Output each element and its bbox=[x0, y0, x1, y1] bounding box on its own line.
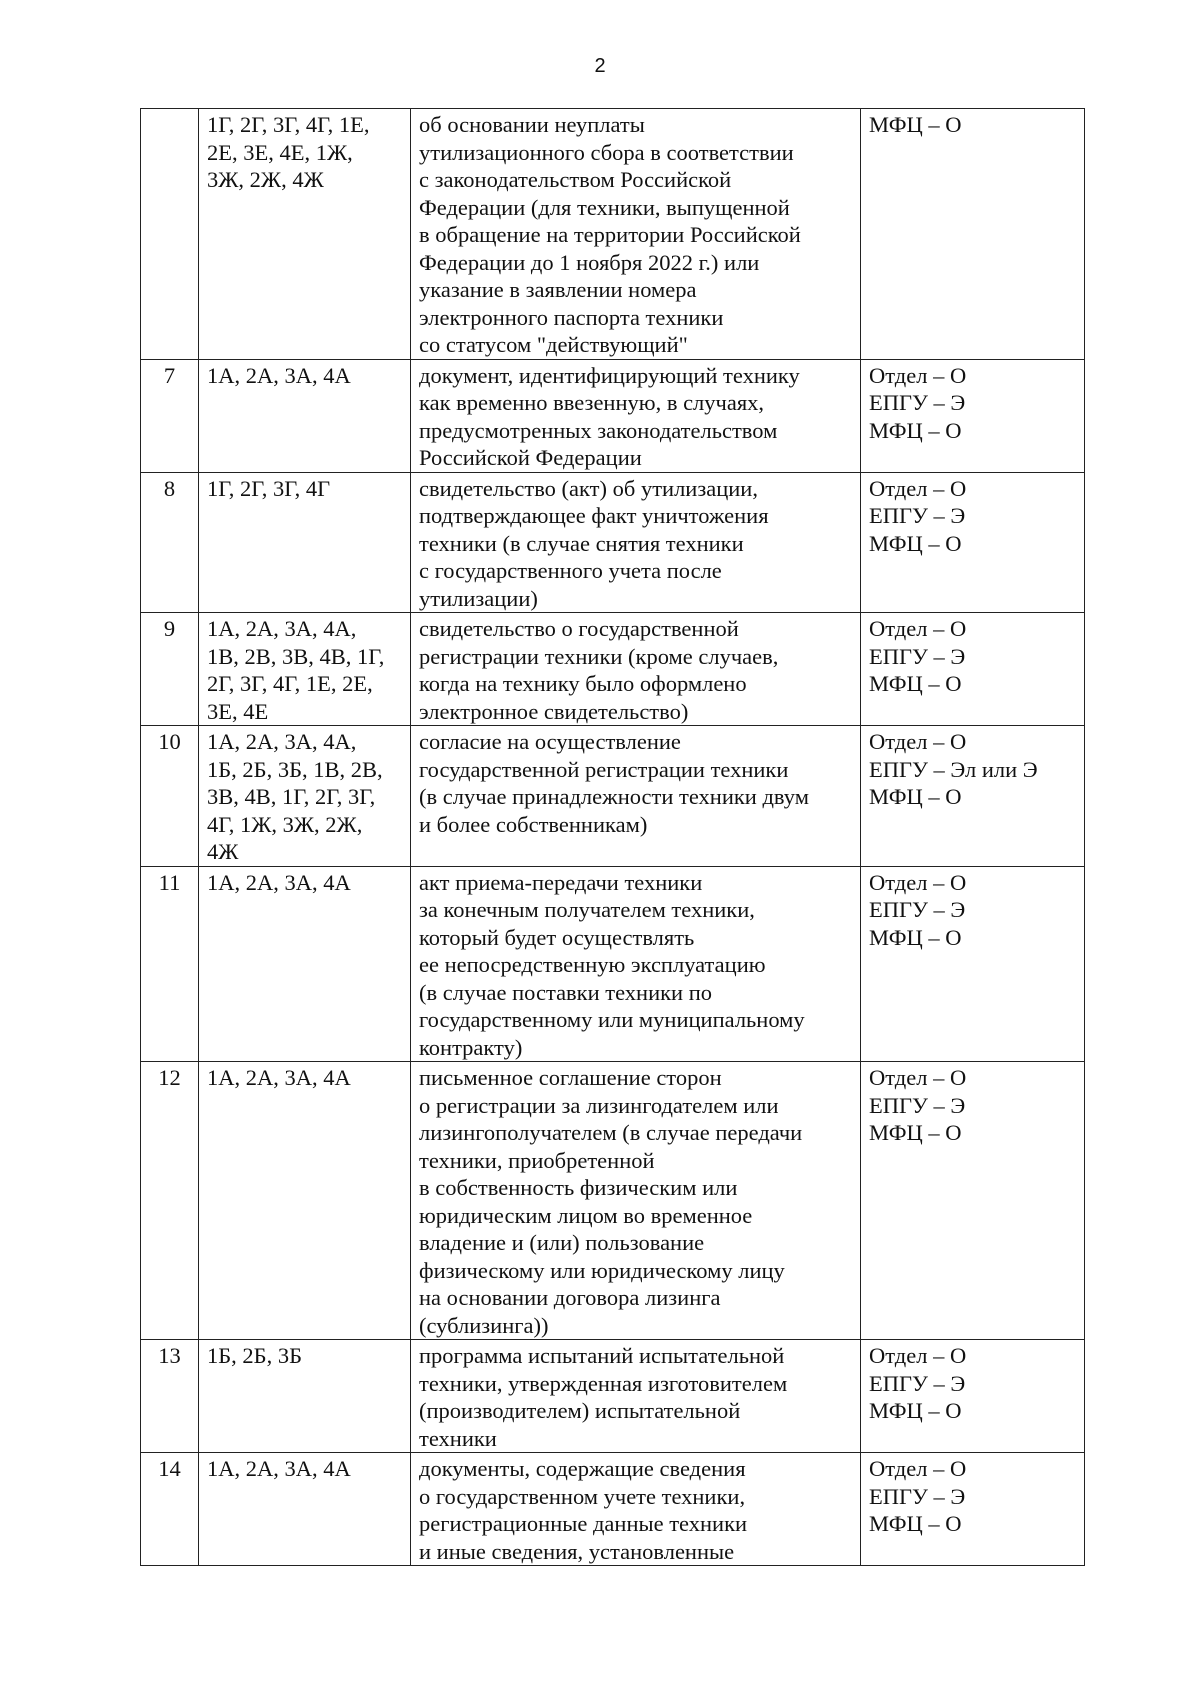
document-line: документы, содержащие сведения bbox=[419, 1456, 746, 1481]
channels-line: ЕПГУ – Э bbox=[869, 897, 966, 922]
document-line: программа испытаний испытательной bbox=[419, 1343, 785, 1368]
document-cell bbox=[411, 1062, 861, 1340]
document-line: лизингополучателем (в случае передачи bbox=[419, 1120, 803, 1145]
table-row bbox=[141, 109, 1085, 360]
document-line: контракту) bbox=[419, 1034, 523, 1060]
document-line: ее непосредственную эксплуатацию bbox=[419, 952, 766, 977]
categories-cell bbox=[199, 472, 411, 613]
categories-line: 2Е, 3Е, 4Е, 1Ж, bbox=[207, 139, 353, 165]
document-line: акт приема-передачи техники bbox=[419, 869, 703, 895]
document-line: (в случае поставки техники по bbox=[419, 979, 713, 1005]
document-line: с государственного учета после bbox=[419, 558, 722, 583]
document-line: Федерации до 1 ноября 2022 г.) или bbox=[419, 249, 760, 275]
channels-line: МФЦ – О bbox=[869, 1511, 962, 1536]
table-row bbox=[141, 1062, 1085, 1340]
channels-line: МФЦ – О bbox=[869, 1120, 962, 1145]
document-line: Федерации (для техники, выпущенной bbox=[419, 194, 790, 220]
categories-cell bbox=[199, 726, 411, 867]
table-body bbox=[141, 109, 1085, 1566]
categories-line: 1Г, 2Г, 3Г, 4Г bbox=[207, 475, 331, 501]
document-cell bbox=[411, 472, 861, 613]
document-line: свидетельство о государственной bbox=[419, 616, 739, 641]
categories-line: 1А, 2А, 3А, 4А, bbox=[207, 729, 357, 754]
channels-line: ЕПГУ – Э bbox=[869, 643, 966, 669]
document-cell bbox=[411, 866, 861, 1062]
document-line: со статусом "действующий" bbox=[419, 332, 688, 357]
document-cell bbox=[411, 1453, 861, 1566]
channels-line: МФЦ – О bbox=[869, 924, 962, 950]
document-line: техники (в случае снятия техники bbox=[419, 530, 744, 556]
row-number: 7 bbox=[141, 359, 199, 472]
document-line: и более собственникам) bbox=[419, 811, 648, 837]
documents-table bbox=[140, 108, 1085, 1566]
channels-cell bbox=[861, 866, 1085, 1062]
table-row bbox=[141, 726, 1085, 867]
document-line: когда на технику было оформлено bbox=[419, 671, 747, 696]
categories-line: 1А, 2А, 3А, 4А, bbox=[207, 616, 357, 641]
document-line: регистрационные данные техники bbox=[419, 1511, 748, 1536]
categories-line: 3Е, 4Е bbox=[207, 698, 269, 724]
categories-line: 1А, 2А, 3А, 4А bbox=[207, 1456, 351, 1481]
row-number: 13 bbox=[141, 1340, 199, 1453]
document-line: регистрации техники (кроме случаев, bbox=[419, 643, 779, 669]
categories-line: 4Г, 1Ж, 3Ж, 2Ж, bbox=[207, 811, 363, 837]
channels-line: МФЦ – О bbox=[869, 417, 962, 443]
table-row bbox=[141, 359, 1085, 472]
table-row bbox=[141, 1340, 1085, 1453]
document-line: владение и (или) пользование bbox=[419, 1230, 705, 1255]
document-line: об основании неуплаты bbox=[419, 112, 645, 137]
document-line: который будет осуществлять bbox=[419, 924, 695, 950]
channels-line: ЕПГУ – Э bbox=[869, 1483, 966, 1509]
row-number: 9 bbox=[141, 613, 199, 726]
document-line: согласие на осуществление bbox=[419, 729, 681, 754]
document-cell bbox=[411, 359, 861, 472]
document-line: указание в заявлении номера bbox=[419, 277, 697, 302]
categories-line: 3Ж, 2Ж, 4Ж bbox=[207, 167, 324, 192]
document-line: как временно ввезенную, в случаях, bbox=[419, 390, 765, 415]
table-row bbox=[141, 1453, 1085, 1566]
channels-cell bbox=[861, 1453, 1085, 1566]
categories-cell bbox=[199, 613, 411, 726]
categories-line: 1В, 2В, 3В, 4В, 1Г, bbox=[207, 643, 385, 669]
channels-line: Отдел – О bbox=[869, 475, 967, 501]
categories-line: 1Б, 2Б, 3Б, 1В, 2В, bbox=[207, 756, 383, 782]
categories-cell bbox=[199, 359, 411, 472]
document-line: государственному или муниципальному bbox=[419, 1007, 805, 1032]
channels-line: МФЦ – О bbox=[869, 671, 962, 696]
document-line: (производителем) испытательной bbox=[419, 1398, 741, 1423]
categories-line: 1А, 2А, 3А, 4А bbox=[207, 869, 351, 895]
document-line: техники, утвержденная изготовителем bbox=[419, 1370, 788, 1396]
document-line: физическому или юридическому лицу bbox=[419, 1257, 785, 1283]
table-row bbox=[141, 866, 1085, 1062]
channels-cell bbox=[861, 1062, 1085, 1340]
channels-cell bbox=[861, 726, 1085, 867]
document-line: предусмотренных законодательством bbox=[419, 417, 778, 443]
document-line: Российской Федерации bbox=[419, 445, 642, 470]
categories-cell bbox=[199, 1453, 411, 1566]
document-cell bbox=[411, 1340, 861, 1453]
row-number: 11 bbox=[141, 866, 199, 1062]
document-line: техники, приобретенной bbox=[419, 1147, 655, 1173]
document-line: техники bbox=[419, 1425, 497, 1451]
document-line: юридическим лицом во временное bbox=[419, 1202, 753, 1228]
categories-line: 2Г, 3Г, 4Г, 1Е, 2Е, bbox=[207, 671, 373, 696]
categories-cell bbox=[199, 1062, 411, 1340]
channels-line: МФЦ – О bbox=[869, 784, 962, 809]
row-number bbox=[141, 109, 199, 360]
categories-cell bbox=[199, 1340, 411, 1453]
categories-cell bbox=[199, 109, 411, 360]
channels-cell bbox=[861, 1340, 1085, 1453]
document-line: на основании договора лизинга bbox=[419, 1285, 721, 1310]
document-line: с законодательством Российской bbox=[419, 167, 732, 192]
channels-line: Отдел – О bbox=[869, 616, 967, 641]
document-line: в собственность физическим или bbox=[419, 1175, 738, 1200]
channels-line: ЕПГУ – Э bbox=[869, 1370, 966, 1396]
channels-cell bbox=[861, 109, 1085, 360]
categories-line: 1Б, 2Б, 3Б bbox=[207, 1343, 303, 1368]
channels-line: Отдел – О bbox=[869, 869, 967, 895]
document-line: электронное свидетельство) bbox=[419, 698, 689, 724]
page-number: 2 bbox=[594, 55, 606, 77]
row-number: 12 bbox=[141, 1062, 199, 1340]
channels-line: МФЦ – О bbox=[869, 1398, 962, 1423]
channels-line: ЕПГУ – Эл или Э bbox=[869, 756, 1038, 782]
channels-cell bbox=[861, 472, 1085, 613]
channels-line: Отдел – О bbox=[869, 1065, 967, 1090]
document-line: письменное соглашение сторон bbox=[419, 1065, 722, 1090]
channels-line: Отдел – О bbox=[869, 1456, 967, 1481]
document-line: и иные сведения, установленные bbox=[419, 1538, 735, 1564]
categories-cell bbox=[199, 866, 411, 1062]
table-row bbox=[141, 472, 1085, 613]
channels-line: ЕПГУ – Э bbox=[869, 390, 966, 415]
document-line: утилизационного сбора в соответствии bbox=[419, 139, 794, 165]
document-line: (сублизинга)) bbox=[419, 1312, 549, 1338]
channels-line: Отдел – О bbox=[869, 729, 967, 754]
document-line: подтверждающее факт уничтожения bbox=[419, 503, 769, 528]
document-cell bbox=[411, 109, 861, 360]
channels-line: МФЦ – О bbox=[869, 530, 962, 556]
document-line: в обращение на территории Российской bbox=[419, 222, 801, 247]
channels-line: Отдел – О bbox=[869, 362, 967, 388]
document-line: документ, идентифицирующий технику bbox=[419, 362, 800, 388]
row-number: 10 bbox=[141, 726, 199, 867]
document-cell bbox=[411, 613, 861, 726]
document-line: о регистрации за лизингодателем или bbox=[419, 1092, 779, 1118]
document-line: государственной регистрации техники bbox=[419, 756, 789, 782]
document-line: о государственном учете техники, bbox=[419, 1483, 746, 1509]
channels-cell bbox=[861, 359, 1085, 472]
categories-line: 4Ж bbox=[207, 839, 239, 864]
categories-line: 1Г, 2Г, 3Г, 4Г, 1Е, bbox=[207, 112, 370, 137]
categories-line: 1А, 2А, 3А, 4А bbox=[207, 1065, 351, 1090]
channels-line: Отдел – О bbox=[869, 1343, 967, 1368]
table-row bbox=[141, 613, 1085, 726]
categories-line: 1А, 2А, 3А, 4А bbox=[207, 362, 351, 388]
document-line: (в случае принадлежности техники двум bbox=[419, 784, 809, 809]
row-number: 14 bbox=[141, 1453, 199, 1566]
document-cell bbox=[411, 726, 861, 867]
document-line: электронного паспорта техники bbox=[419, 304, 724, 330]
document-line: за конечным получателем техники, bbox=[419, 897, 755, 922]
row-number: 8 bbox=[141, 472, 199, 613]
channels-cell bbox=[861, 613, 1085, 726]
channels-line: ЕПГУ – Э bbox=[869, 1092, 966, 1118]
categories-line: 3В, 4В, 1Г, 2Г, 3Г, bbox=[207, 784, 376, 809]
document-line: утилизации) bbox=[419, 585, 538, 611]
channels-line: ЕПГУ – Э bbox=[869, 503, 966, 528]
document-line: свидетельство (акт) об утилизации, bbox=[419, 475, 758, 501]
channels-line: МФЦ – О bbox=[869, 112, 962, 137]
